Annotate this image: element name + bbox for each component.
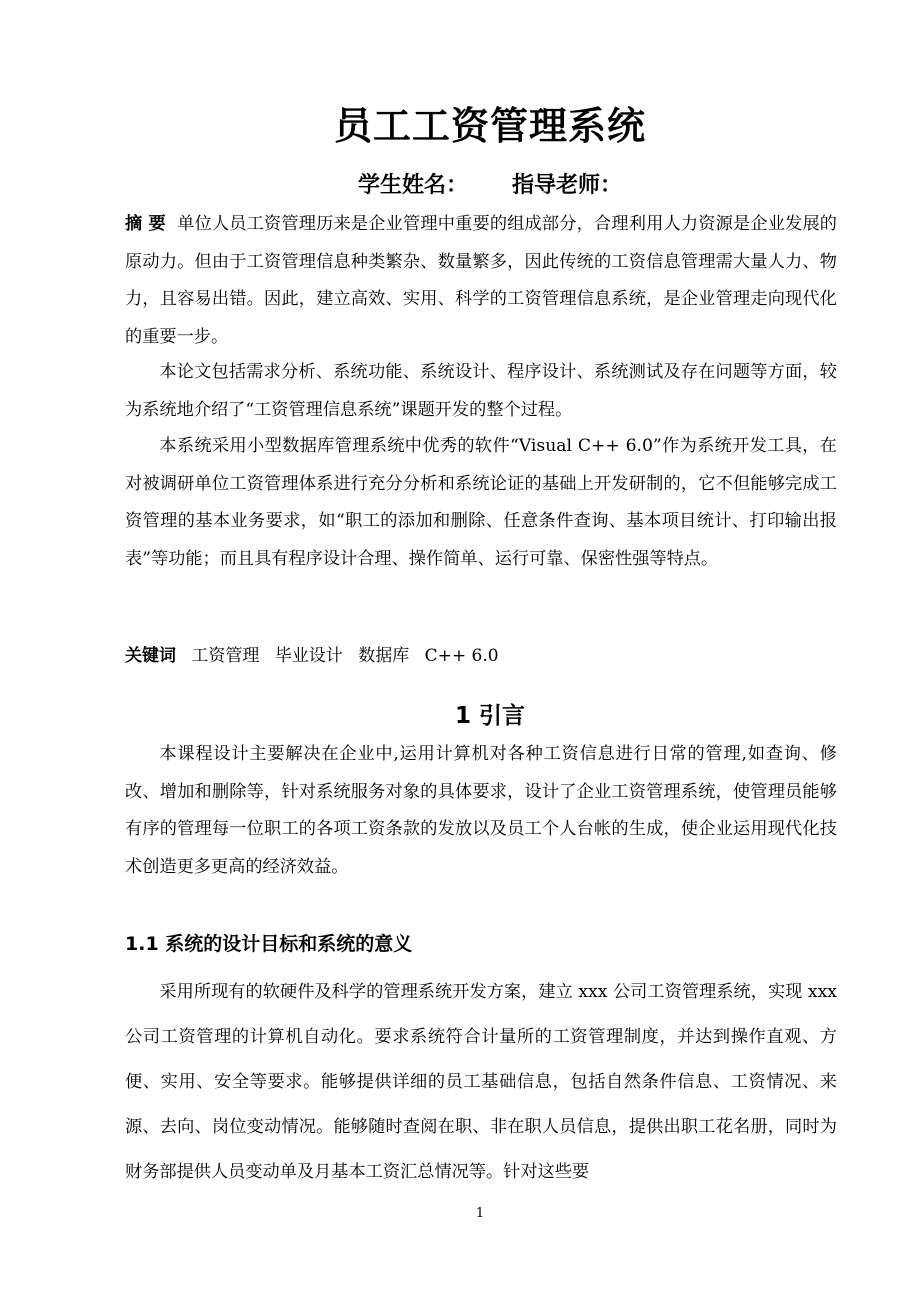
keyword-item: 工资管理: [191, 646, 260, 666]
section-1-1-heading: 1.1 系统的设计目标和系统的意义: [125, 933, 413, 955]
abstract-paragraph-1: [125, 206, 837, 356]
section-1-paragraph: 本课程设计主要解决在企业中,运用计算机对各种工资信息进行日常的管理,如查询、修改、增加和删除等，针对系统服务对象的具体要求，设计了企业工资管理系统，使管理员能够有序的管理每一位职工的各项工资条款的发放以及员工个人台帐的生成，使企业运用现代化技术创造更多更高的经济效益。: [125, 744, 837, 877]
advisor-label: 指导老师：: [512, 173, 623, 198]
page-number: 1: [475, 1206, 485, 1221]
abstract-paragraph-2: 本论文包括需求分析、系统功能、系统设计、程序设计、系统测试及存在问题等方面，较为系统地介绍了“工资管理信息系统”课题开发的整个过程。: [125, 362, 837, 420]
abstract-text-1: 单位人员工资管理历来是企业管理中重要的组成部分，合理利用人力资源是企业发展的原动力。但由于工资管理信息种类繁杂、数量繁多，因此传统的工资信息管理需大量人力、物力，且容易出错。因此，建立高效、实用、科学的工资管理信息系统，是企业管理走向现代化的重要一步。: [125, 214, 837, 347]
keyword-item: 毕业设计: [274, 646, 343, 666]
section-1-heading: 1 引言: [454, 703, 525, 729]
keyword-item: 数据库: [358, 646, 410, 666]
author-line: [0, 166, 920, 206]
section-1-1-paragraph: 采用所现有的软硬件及科学的管理系统开发方案，建立 xxx 公司工资管理系统，实现 xxx 公司工资管理的计算机自动化。要求系统符合计量所的工资管理制度，并达到操作直观、方便、实用、安全等要求。能够提供详细的员工基础信息，包括自然条件信息、工资情况、来源、去向、岗位变动情况。能够随时查阅在职、非在职人员信息，提供出职工花名册，同时为财务部提供人员变动单及月基本工资汇总情况等。针对这些要: [125, 982, 837, 1182]
paper-title: 员工工资管理系统: [333, 104, 646, 148]
abstract-paragraph-3: 本系统采用小型数据库管理系统中优秀的软件“Visual C++ 6.0”作为系统开发工具，在对被调研单位工资管理体系进行充分分析和系统论证的基础上开发研制的，它不但能够完成工资管理的基本业务要求，如“职工的添加和删除、任意条件查询、基本项目统计、打印输出报表”等功能；而且具有程序设计合理、操作简单、运行可靠、保密性强等特点。: [125, 436, 837, 569]
keyword-item: C++ 6.0: [424, 646, 499, 666]
keywords-label: 关键词: [125, 646, 176, 666]
keywords-row: [125, 638, 499, 674]
student-name-label: 学生姓名：: [357, 173, 468, 198]
abstract-label: 摘 要: [125, 214, 166, 234]
